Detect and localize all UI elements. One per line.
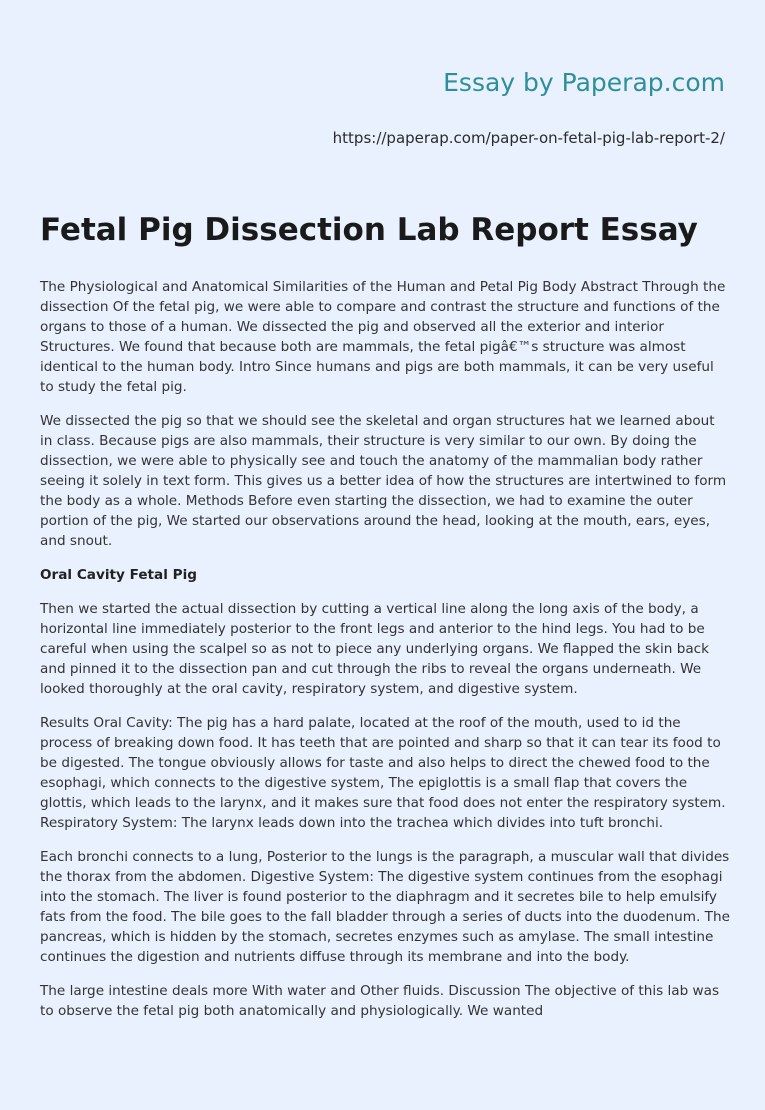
- article-body: [40, 277, 730, 1035]
- paragraph-methods: We dissected the pig so that we should see the skeletal and organ structures hat we learned about in class. Because pigs are also mammals, their structure is very similar to our own. By doing the dissection, we were able to physically see and touch the anatomy of the mammalian body rather seeing it solely in text form. This gives us a better idea of how the structures are intertwined to form the body as a whole. Methods Before even starting the dissection, we had to examine the outer portion of the pig, We started our observations around the head, looking at the mouth, ears, eyes, and snout.: [40, 413, 727, 549]
- paragraph-results: Results Oral Cavity: The pig has a hard palate, located at the roof of the mouth, used to id the process of breaking down food. It has teeth that are pointed and sharp so that it can tear its food to be digested. The tongue obviously allows for taste and also helps to direct the chewed food to the esophagi, which connects to the digestive system, The epiglottis is a small flap that covers the glottis, which leads to the larynx, and it makes sure that food does not enter the respiratory system. Respiratory System: The larynx leads down into the trachea which divides into tuft bronchi.: [40, 715, 726, 831]
- source-url-link[interactable]: https://paperap.com/paper-on-fetal-pig-lab-report-2/: [332, 129, 725, 147]
- site-brand[interactable]: Essay by Paperap.com: [443, 68, 725, 97]
- section-heading-oral-cavity: Oral Cavity Fetal Pig: [40, 567, 197, 583]
- paragraph-discussion: The large intestine deals more With water and Other fluids. Discussion The objective of this lab was to observe the fetal pig both anatomically and physiologically. We wanted: [40, 983, 720, 1019]
- paragraph-dissection: Then we started the actual dissection by cutting a vertical line along the long axis of the body, a horizontal line immediately posterior to the front legs and anterior to the hind legs. You had to be careful when using the scalpel so as not to piece any underlying organs. We flapped the skin back and pinned it to the dissection pan and cut through the ribs to reveal the organs underneath. We looked thoroughly at the oral cavity, respiratory system, and digestive system.: [40, 601, 709, 697]
- article-title: Fetal Pig Dissection Lab Report Essay: [40, 212, 698, 248]
- paragraph-abstract: The Physiological and Anatomical Similarities of the Human and Petal Pig Body Abstract Through the dissection Of the fetal pig, we were able to compare and contrast the structure and functions of the organs to those of a human. We dissected the pig and observed all the exterior and interior Structures. We found that because both are mammals, the fetal pigâ€™s structure was almost identical to the human body. Intro Since humans and pigs are both mammals, it can be very useful to study the fetal pig.: [40, 279, 726, 395]
- paragraph-digestive: Each bronchi connects to a lung, Posterior to the lungs is the paragraph, a muscular wall that divides the thorax from the abdomen. Digestive System: The digestive system continues from the esophagi into the stomach. The liver is found posterior to the diaphragm and it secretes bile to help emulsify fats from the food. The bile goes to the fall bladder through a series of ducts into the duodenum. The pancreas, which is hidden by the stomach, secretes enzymes such as amylase. The small intestine continues the digestion and nutrients diffuse through its membrane and into the body.: [40, 849, 730, 965]
